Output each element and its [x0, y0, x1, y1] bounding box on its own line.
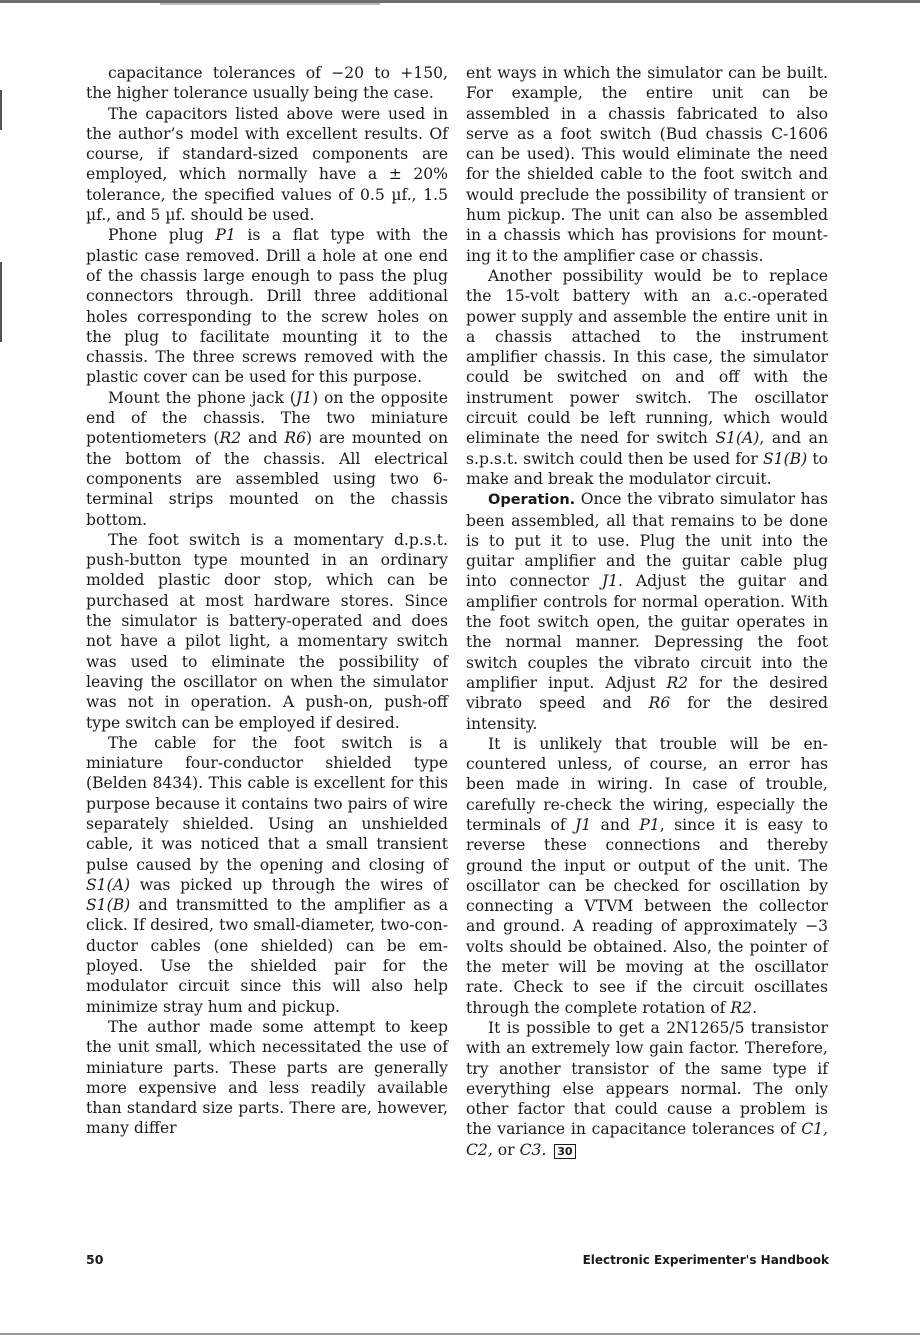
page-number: 50: [86, 1252, 104, 1267]
text-run: , since it is easy to reverse these connections and thereby ground the input or output of the unit. The oscillator can be checked for oscillation by connecting a VTVM between the collector and ground. A reading of approximately −3 volts should be obtained. Also, the pointer of the meter will be moving at the oscillator rate. Check to see if the circuit oscillates through the complete rotation of: [466, 815, 828, 1017]
text-run: Another possibility would be to replace the 15-volt battery with an a.c.-operated power supply and assemble the entire unit in a chassis attached to the instrument amplifier chassis. In this case, the simulator could be switched on and off with the instrument power switch. The oscillator circuit could be left running, which would eliminate the need for switch: [466, 266, 828, 448]
paragraph-p4: [86, 388, 448, 530]
paragraph-p6: [86, 733, 448, 1017]
text-run: ) on the opposite end of the chassis. The two miniature potentiometers (: [86, 388, 448, 448]
text-run: or: [492, 1140, 520, 1159]
component-ref: S1(B): [86, 896, 131, 915]
text-run: capacitance tolerances of −20 to +150, the higher tolerance usually being the case.: [86, 64, 448, 103]
paragraph-p11: [466, 734, 828, 1018]
component-ref: J1: [295, 388, 313, 407]
component-ref: J1: [575, 815, 592, 834]
text-run: .: [752, 998, 758, 1017]
component-ref: R6: [284, 429, 307, 448]
text-run: The capacitors listed above were used in the author’s model with excellent results. Of course, if standard-sized components are employed, which normally have a ± 20% tolerance, the specified values of 0.5 µf., 1.5 µf., and 5 µf. should be used.: [86, 104, 448, 225]
component-ref: S1(A): [86, 875, 131, 894]
paragraph-p12: [466, 1018, 828, 1160]
right-column: [466, 63, 828, 1160]
component-ref: C3: [519, 1140, 542, 1159]
left-column: [86, 63, 448, 1139]
paragraph-p3: [86, 225, 448, 387]
component-ref: R2: [219, 429, 242, 448]
paragraph-p1: [86, 63, 448, 104]
text-run: and: [241, 429, 285, 448]
text-run: for the desired intensity.: [466, 694, 828, 733]
paragraph-p2: [86, 104, 448, 226]
component-ref: C1, C2,: [466, 1120, 828, 1159]
text-run: , and an s.p.s.t. switch could then be used for: [466, 429, 828, 468]
text-run: to make and break the modulator circuit.: [466, 449, 828, 488]
running-footer: Electronic Experimenter's Handbook: [582, 1253, 829, 1267]
margin-mark: [0, 90, 2, 130]
component-ref: R6: [648, 694, 671, 713]
text-run: The foot switch is a momentary d.p.s.t. push-button type mounted in an ordinary molded plastic door stop, which can be purchased at most hardware stores. Since the simulator is battery-operated and does not have a pilot light, a momentary switch was used to eliminate the possibility of leaving the oscillator on when the simulator was not in operation. A push-on, push-off type switch can be employed if desired.: [86, 530, 448, 732]
component-ref: P1: [639, 815, 660, 834]
text-run: is a flat type with the plastic case removed. Drill a hole at one end of the chassis large enough to pass the plug connectors through. Drill three additional holes corresponding to the screw holes on the plug to facilitate mounting it to the chassis. The three screws removed with the plastic cover can be used for this purpose.: [86, 226, 448, 387]
margin-mark: [0, 262, 2, 342]
component-ref: R2: [730, 998, 753, 1017]
paragraph-p10: [466, 489, 828, 734]
bottom-rule: [0, 1333, 920, 1335]
text-run: and: [591, 815, 640, 834]
paragraph-p9: [466, 266, 828, 489]
paragraph-p7: [86, 1017, 448, 1139]
component-ref: J1: [601, 572, 619, 591]
top-rule: [0, 0, 920, 3]
text-run: The cable for the foot switch is a miniature four-conductor shielded type (Belden 8434). This cable is excellent for this purpose because it contains two pairs of wire separately shielded. Using an unshielded cable, it was noticed that a small transient pulse caused by the opening and closing of: [86, 733, 448, 874]
text-run: It is unlikely that trouble will be encountered unless, of course, an error has been made in wiring. In case of trouble, carefully re-check the wiring, especially the terminals of: [466, 734, 828, 834]
paragraph-p5: [86, 530, 448, 733]
text-run: .: [541, 1140, 547, 1159]
component-ref: R2: [666, 673, 689, 692]
paragraph-p8: [466, 63, 828, 266]
text-run: The author made some attempt to keep the unit small, which necessitated the use of miniature parts. These parts are generally more expensive and less readily available than standard size parts. There are, however, many differ: [86, 1017, 448, 1138]
text-run: Once the vibrato simulator has been assembled, all that remains to be done is to put it to use. Plug the unit into the guitar amplifier and the guitar cable plug into connector: [466, 490, 828, 591]
text-run: ) are mounted on the bottom of the chassis. All electrical components are assembled using two 6-terminal strips mounted on the chassis bottom.: [86, 429, 448, 529]
section-heading: Operation.: [488, 492, 576, 509]
text-run: Mount the phone jack (: [108, 388, 296, 407]
text-run: Phone plug: [108, 226, 216, 245]
top-rule-shadow: [160, 3, 380, 5]
text-run: and transmitted to the amplifier as a click. If desired, two small-diameter, two-conductor cables (one shielded) can be employed. Use the shielded pair for the modulator circuit since this will also help minimize stray hum and pickup.: [86, 896, 448, 1016]
component-ref: S1(A): [715, 429, 760, 448]
text-run: was picked up through the wires of: [130, 875, 448, 894]
text-run: . Adjust the guitar and amplifier controls for normal operation. With the foot switch open, the guitar operates in the normal manner. Depressing the foot switch couples the vibrato circuit into the amplifier input. Adjust: [466, 572, 828, 692]
end-mark: 30: [554, 1144, 575, 1159]
text-run: It is possible to get a 2N1265/5 transistor with an extremely low gain factor. Therefore, try another transistor of the same type if everything else appears normal. The only other factor that could cause a problem is the variance in capacitance tolerances of: [466, 1018, 828, 1139]
text-run: for the desired vibrato speed and: [466, 673, 828, 713]
component-ref: S1(B): [762, 449, 808, 468]
component-ref: P1: [215, 226, 236, 245]
text-run: ent ways in which the simulator can be built. For example, the entire unit can be assembled in a chassis fabricated to also serve as a foot switch (Bud chassis C-1606 can be used). This would eliminate the need for the shielded cable to the foot switch and would preclude the possibility of transient or hum pickup. The unit can also be assembled in a chassis which has provisions for mounting it to the amplifier case or chassis.: [466, 64, 828, 265]
